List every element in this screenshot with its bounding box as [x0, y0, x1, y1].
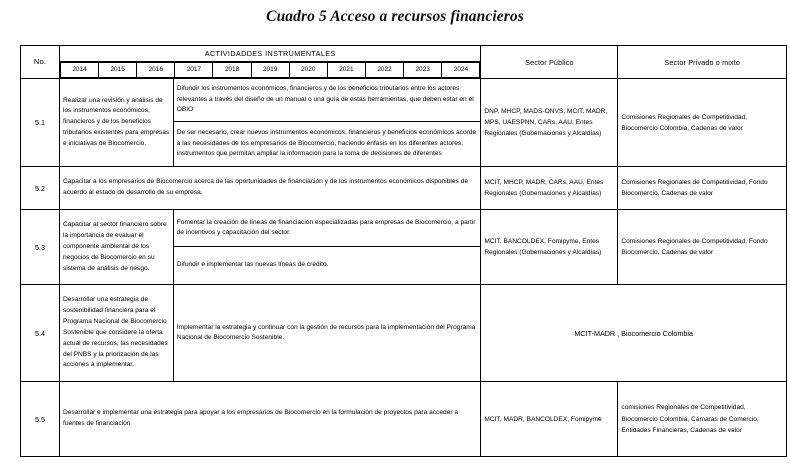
header-sector-privado: Sector Privado o mixto [618, 46, 787, 79]
row-activity-5-2: Capacitar a los empresarios de Biocomercio acerca de las oportunidades de financiación y de los instrumentos económicos disponibles de acuerdo al estado de desarrollo de su empresa. [59, 167, 480, 210]
row-subactivity-5-3-a: Fomentar la creación de líneas de financiación especializadas para empresas de Biocomercio, a partir de incentivos y capacitación del sector. [173, 210, 481, 247]
table-row [21, 167, 787, 210]
header-year-2020: 2020 [289, 63, 327, 78]
row-sector-publico-5-1: DNP, MHCP, MADS-ONVS, MCIT, MADR, MPS, UAESPNN, CARs, AAU, Entes Regionales (Gobemaciones y Alcaldías) [481, 79, 618, 167]
activities-table [20, 45, 787, 457]
row-number-5-5: 5.5 [21, 382, 60, 457]
row-activity-5-4: Desarrollar una estrategia de sostenibilidad financiera para el Programa Nacional de Biocomercio Sostenible que considere la oferta actual de recursos, las necesidades del PNBS y la priorización de las acciones a implementar. [59, 285, 173, 382]
table-row [21, 79, 787, 122]
row-number-5-4: 5.4 [21, 285, 60, 382]
header-year-2022: 2022 [365, 63, 403, 78]
row-sector-privado-5-3: Comisiones Regionales de Competitividad, Fondo Biocomercio, Cadenas de valor [618, 210, 787, 285]
row-sector-merged-5-4: MCIT-MADR , Biocomercio Colombia [481, 285, 787, 382]
table-header-row-group [21, 46, 787, 62]
header-year-2018: 2018 [213, 63, 251, 78]
header-year-2024: 2024 [442, 63, 480, 78]
table-row [21, 382, 787, 457]
header-year-2017: 2017 [175, 63, 213, 78]
header-no: No. [21, 46, 60, 79]
row-subactivity-5-3-b: Difundir e implementar las nuevas líneas de crédito. [173, 247, 481, 285]
row-activity-5-5: Desarrollar e implementar una estrategia para apoyar a los empresarios de Biocomercio en la formulación de proyectos para acceder a fuentes de financiación [59, 382, 480, 457]
header-year-2019: 2019 [251, 63, 289, 78]
header-sector-publico: Sector Público [481, 46, 618, 79]
row-sector-privado-5-5: comisiones Regionales de Competitividad, Biocomercio Colombia, Cámaras de Comercio, Entidades Financieras, Cadenas de valor [618, 382, 787, 457]
activities-table-container [20, 45, 787, 459]
row-sector-publico-5-3: MCIT, BANCOLDEX, Fomipyme, Entes Regionales (Gobemaciones y Alcaldías) [481, 210, 618, 285]
row-subactivity-5-4-a: Implementar la estrategia y continuar con la gestión de recursos para la implementación del Programa Nacional de Biocomercio Sostenible. [173, 285, 481, 382]
header-year-2015: 2015 [99, 63, 137, 78]
header-year-2023: 2023 [404, 63, 442, 78]
row-activity-5-1: Realizar una revisión y análisis de los instrumentos económicos, financieros y de los beneficios tributarios existentes para empresas e iniciativas de Biocomercio. [59, 79, 173, 167]
header-year-2021: 2021 [327, 63, 365, 78]
years-container [59, 62, 480, 79]
row-subactivity-5-1-b: De ser necesario, crear nuevos instrumentos económicos, financieros y beneficios económicos acorde a las necesidades de los empresarios de Biocomercio, haciendo énfasis en los diferentes actores. instrumentos que permitan ampliar la información para la toma de decisiones de diferentes [173, 122, 481, 167]
row-number-5-3: 5.3 [21, 210, 60, 285]
row-sector-publico-5-5: MCIT, MADR, BANCOLDEX, Fomipyme [481, 382, 618, 457]
row-activity-5-3: Capacitar al sector financiero sobre la importancia de evaluar el componente ambiental de los negocios de Biocomercio en su sistema de análisis de riesgo. [59, 210, 173, 285]
row-sector-privado-5-2: Comisiones Regionales de Competitividad, Fondo Biocomercio, Cadenas de valor [618, 167, 787, 210]
row-sector-privado-5-1: Comisiones Regionales de Competitividad, Biocomercio Colombia, Cadenas de valor [618, 79, 787, 167]
row-number-5-2: 5.2 [21, 167, 60, 210]
header-year-2014: 2014 [60, 63, 98, 78]
row-subactivity-5-1-a: Difundir los instrumentos económicos, financieros y de los beneficios tributarios entre los actores relevantes a través del diseño de un manual o una guía de estas herramientas, que deben estar en el OBIO [173, 79, 481, 122]
header-year-2016: 2016 [137, 63, 175, 78]
row-sector-publico-5-2: MCIT, MHCP, MADR, CARs, AAU, Entes Regionales (Gobemaciones y Alcaldías) [481, 167, 618, 210]
header-actividades-instrumentales: ACTIVIDADDES INSTRUMENTALES [59, 46, 480, 62]
table-row [21, 285, 787, 382]
page-title: Cuadro 5 Acceso a recursos financieros [266, 8, 524, 25]
row-number-5-1: 5.1 [21, 79, 60, 167]
table-row [21, 210, 787, 247]
